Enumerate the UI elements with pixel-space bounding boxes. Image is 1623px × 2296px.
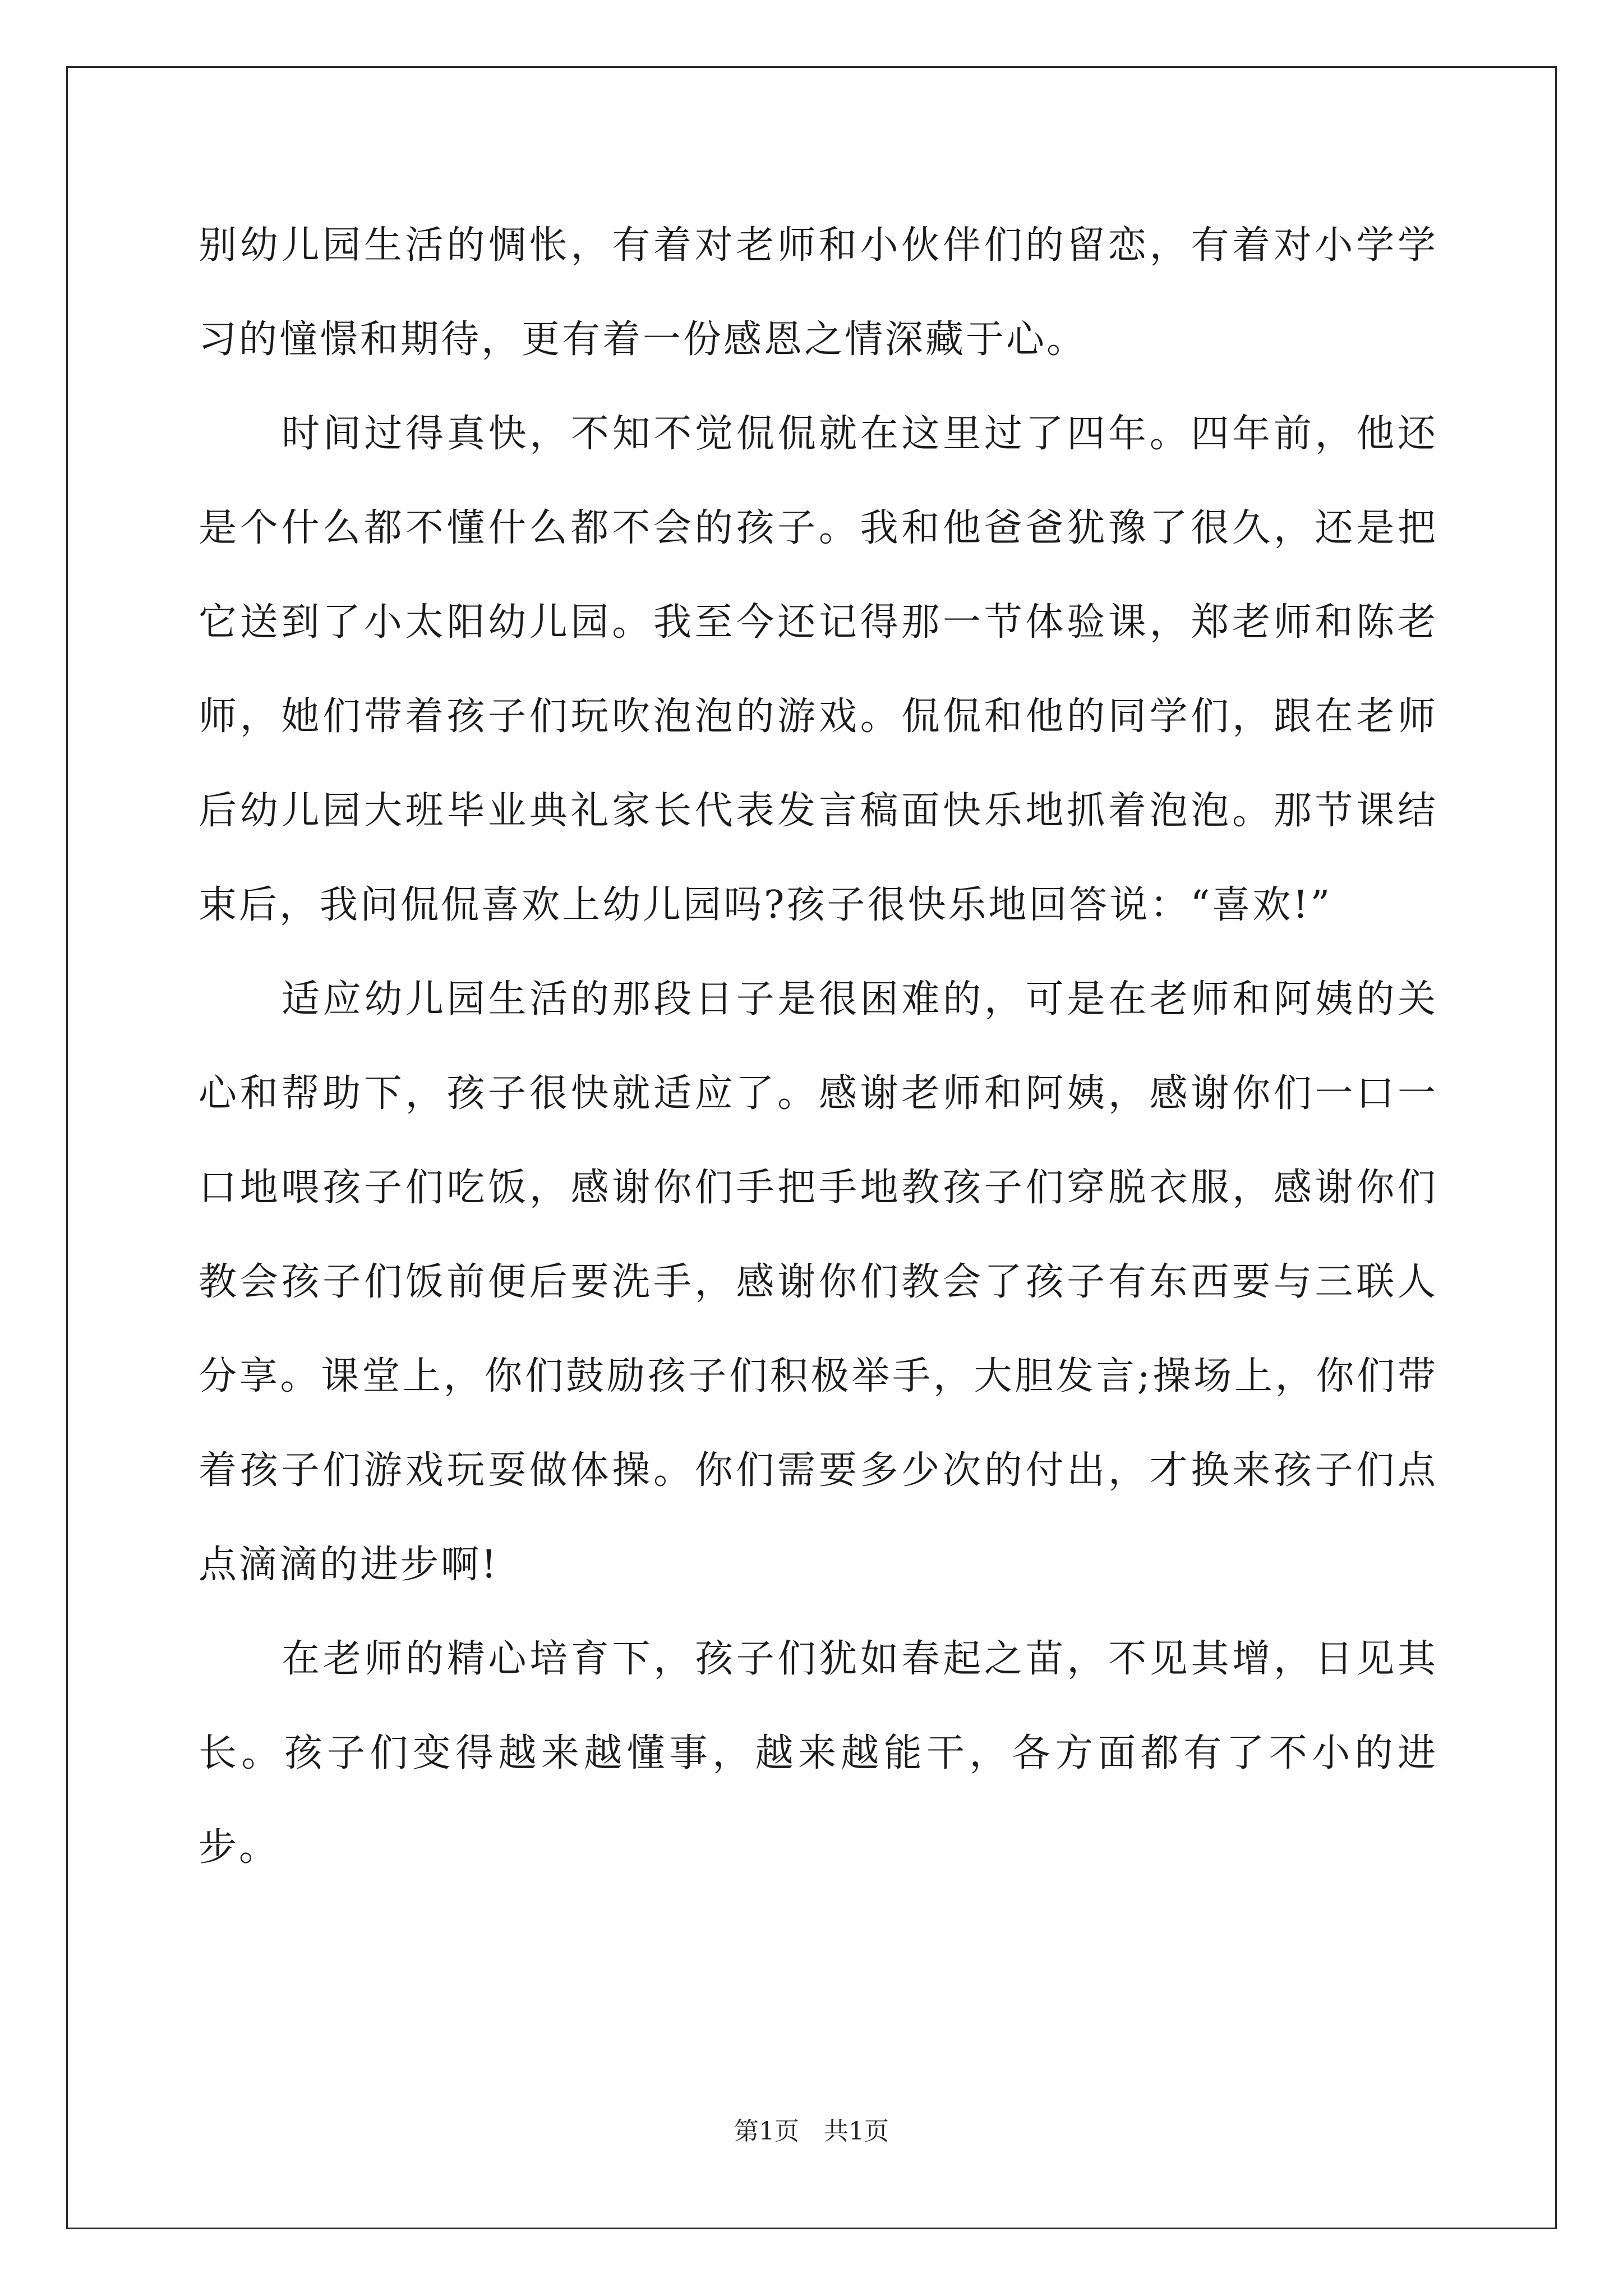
paragraph-1: 别幼儿园生活的惆怅，有着对老师和小伙伴们的留恋，有着对小学学习的憧憬和期待，更有着一份感恩之情深藏于心。 [199,223,1438,362]
document-body [199,199,1438,1895]
page-number-footer: 第1页 共1页 [734,2117,889,2146]
paragraph-3: 适应幼儿园生活的那段日子是很困难的，可是在老师和阿姨的关心和帮助下，孩子很快就适应了。感谢老师和阿姨，感谢你们一口一口地喂孩子们吃饭，感谢你们手把手地教孩子们穿脱衣服，感谢你们教会孩子们饭前便后要洗手，感谢你们教会了孩子有东西要与三联人分享。课堂上，你们鼓励孩子们积极举手，大胆发言;操场上，你们带着孩子们游戏玩耍做体操。你们需要多少次的付出，才换来孩子们点点滴滴的进步啊! [199,977,1438,1587]
paragraph-4: 在老师的精心培育下，孩子们犹如春起之苗，不见其增，日见其长。孩子们变得越来越懂事，越来越能干，各方面都有了不小的进步。 [199,1637,1438,1870]
paragraph-2: 时间过得真快，不知不觉侃侃就在这里过了四年。四年前，他还是个什么都不懂什么都不会的孩子。我和他爸爸犹豫了很久，还是把它送到了小太阳幼儿园。我至今还记得那一节体验课，郑老师和陈老师，她们带着孩子们玩吹泡泡的游戏。侃侃和他的同学们，跟在老师后幼儿园大班毕业典礼家长代表发言稿面快乐地抓着泡泡。那节课结束后，我问侃侃喜欢上幼儿园吗?孩子很快乐地回答说：“喜欢!” [199,412,1438,927]
